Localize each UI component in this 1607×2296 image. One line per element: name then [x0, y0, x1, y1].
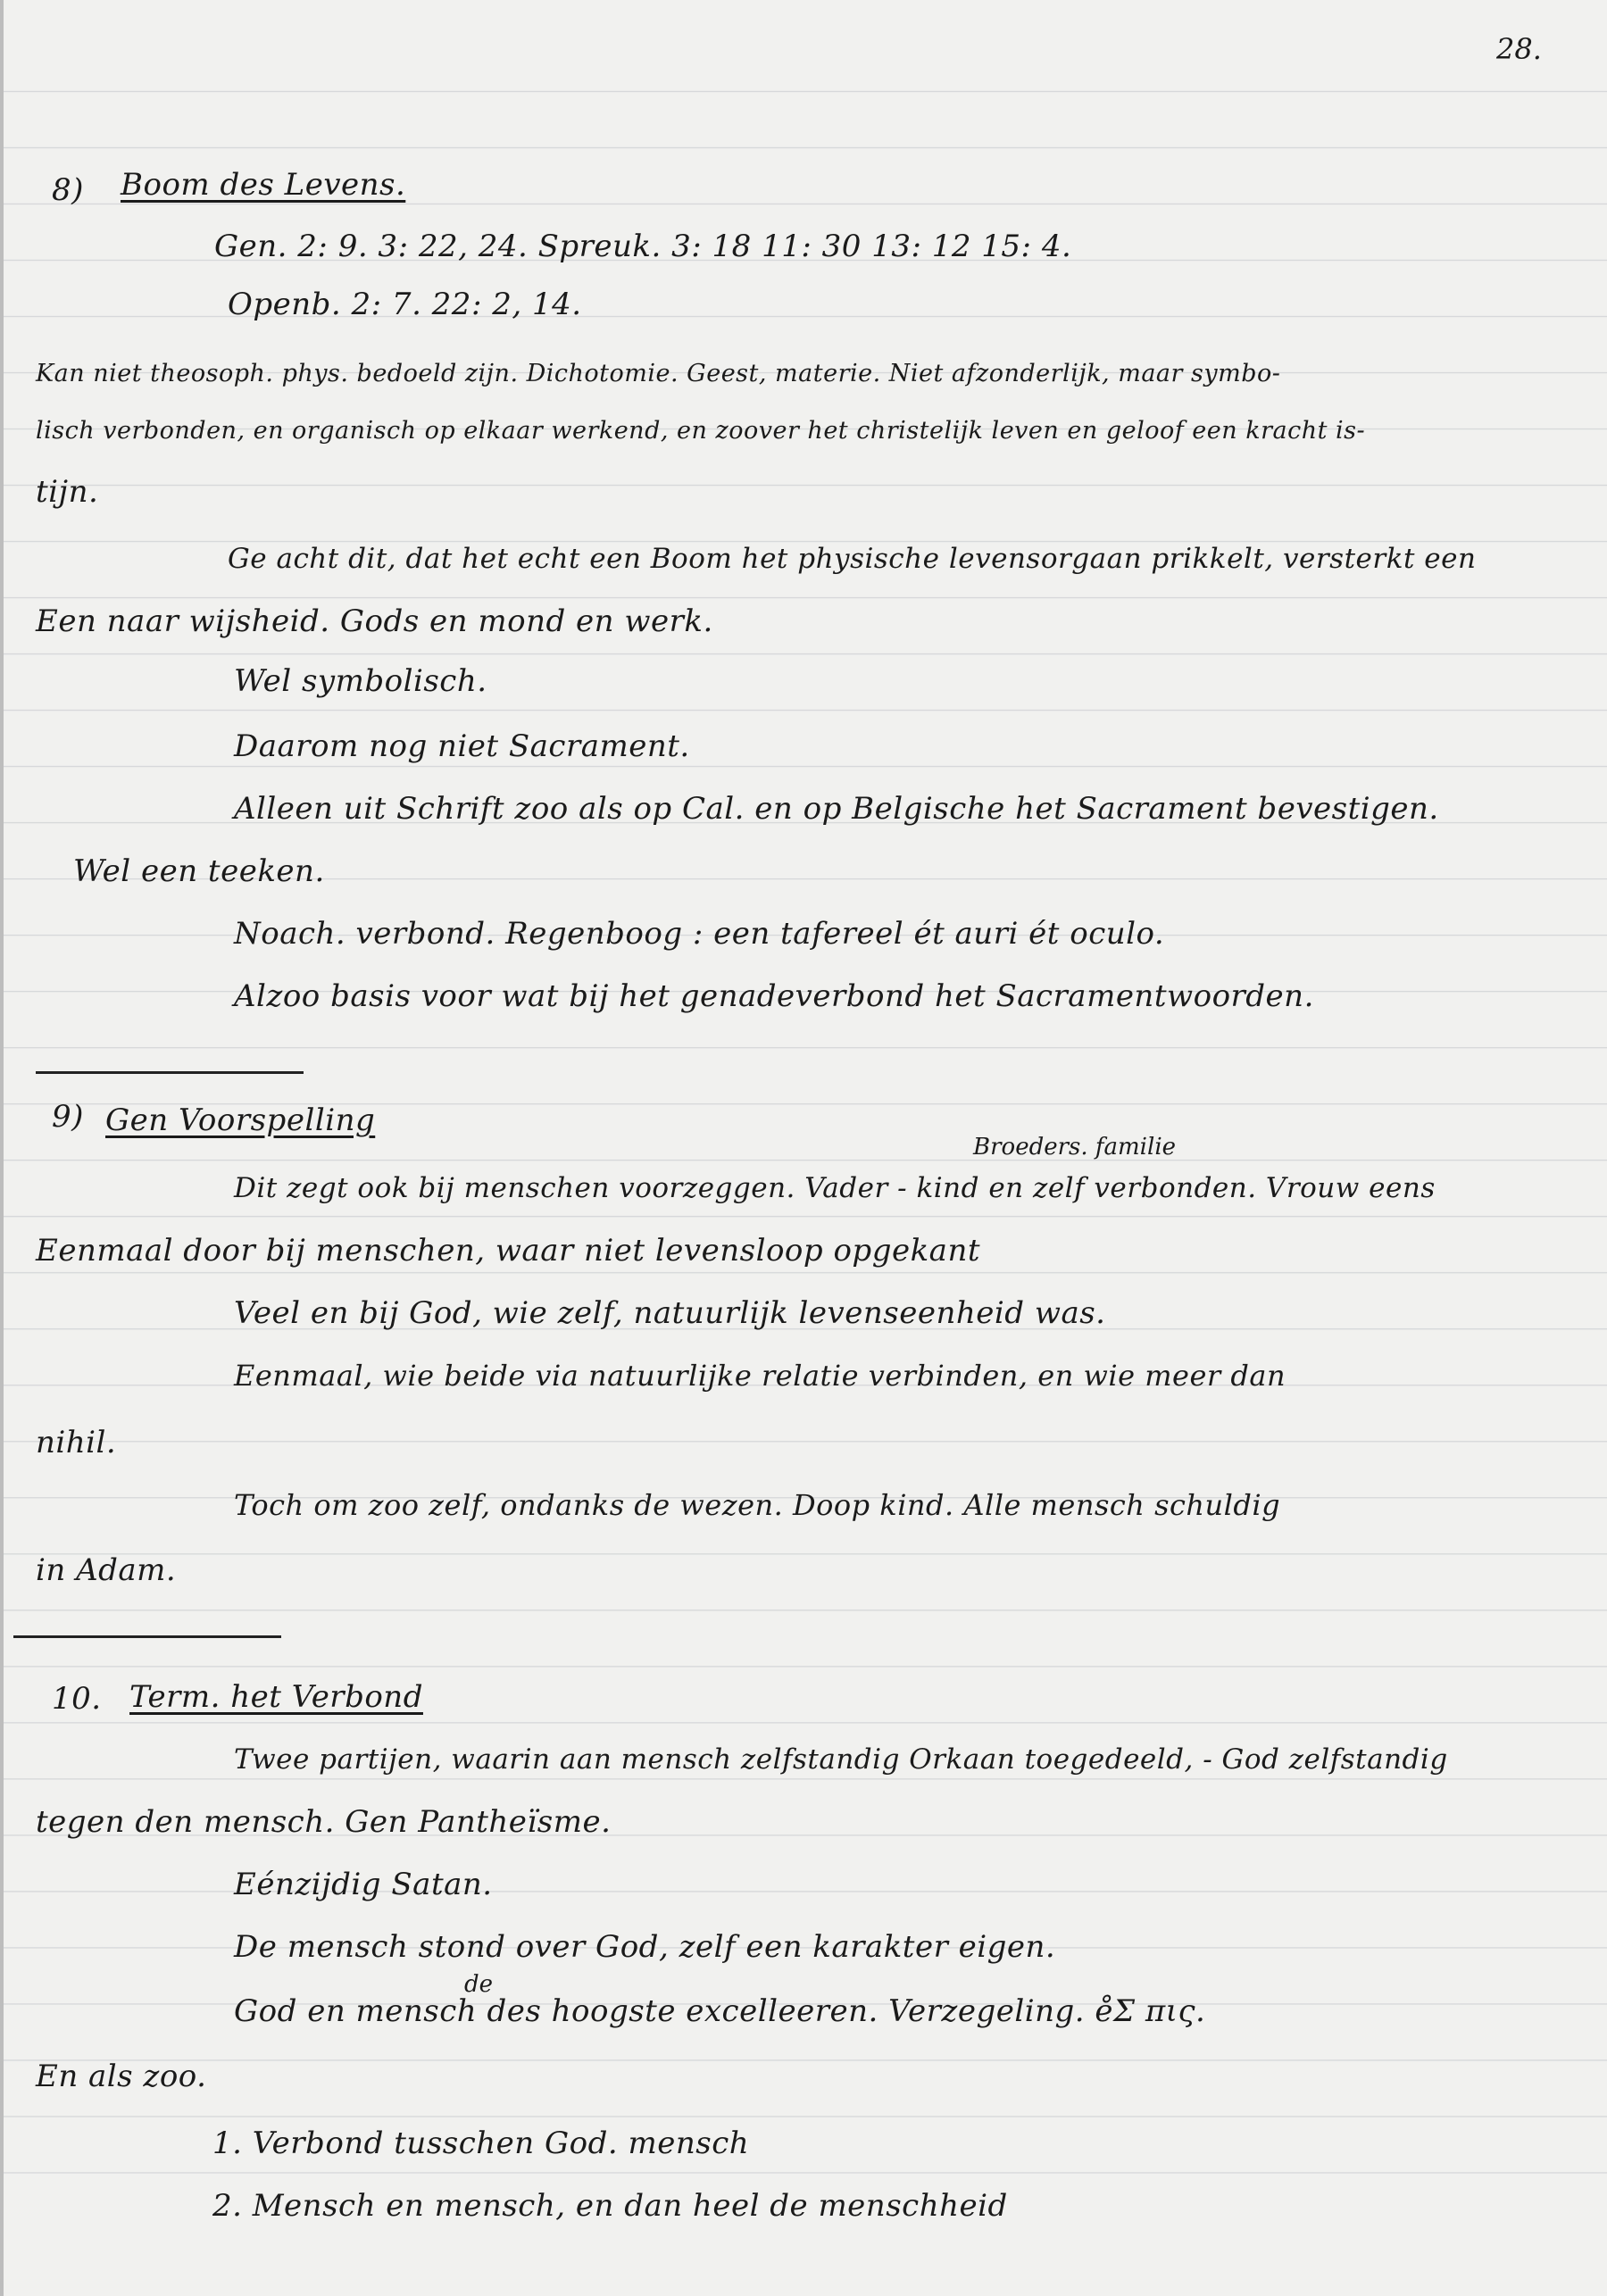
section-8-line-scripture: Alleen uit Schrift zoo als op Cal. en op Belgische het Sacrament bevestigen.: [234, 791, 1439, 827]
section-10-tail-heading: En als zoo.: [36, 2059, 207, 2094]
section-10-line-2: tegen den mensch. Gen Pantheïsme.: [36, 1804, 612, 1840]
section-8-references-2: Openb. 2: 7. 22: 2, 14.: [228, 287, 582, 322]
section-9-line-2: Eenmaal door bij menschen, waar niet levensloop opgekant: [36, 1233, 981, 1269]
section-10-heading: Term. het Verbond: [129, 1679, 423, 1715]
section-8-heading: Boom des Levens.: [121, 167, 406, 203]
section-8-references-1: Gen. 2: 9. 3: 22, 24. Spreuk. 3: 18 11: 30 13: 12 15: 4.: [214, 229, 1072, 264]
section-8-paragraph-2-line-1: Ge acht dit, dat het echt een Boom het physische levensorgaan prikkelt, versterkt een: [228, 543, 1477, 575]
section-10-item-1: 1. Verbond tusschen God. mensch: [212, 2125, 750, 2161]
section-8-paragraph-2-line-2: Een naar wijsheid. Gods en mond en werk.: [36, 603, 713, 639]
section-9-line-6: Toch om zoo zelf, ondanks de wezen. Doop kind. Alle mensch schuldig: [234, 1488, 1281, 1522]
section-10-superscript: de: [464, 1971, 494, 1998]
section-8-paragraph-1-line-3: tijn.: [36, 474, 99, 510]
section-10-line-5: God en mensch des hoogste excelleeren. Verzegeling. e̊Σ πις.: [234, 1993, 1206, 2029]
section-9-line-4: Eenmaal, wie beide via natuurlijke relatie verbinden, en wie meer dan: [234, 1359, 1286, 1393]
section-10-item-2: 2. Mensch en mensch, en dan heel de menschheid: [212, 2188, 1008, 2224]
section-8-line-symbolic: Wel symbolisch.: [234, 663, 487, 699]
section-9-line-7: in Adam.: [36, 1552, 177, 1588]
section-divider-1: [36, 1071, 304, 1074]
section-8-paragraph-1-line-1: Kan niet theosoph. phys. bedoeld zijn. Dichotomie. Geest, materie. Niet afzonderlijk, maar symbo-: [36, 360, 1281, 387]
section-10-line-4: De mensch stond over God, zelf een karakter eigen.: [234, 1929, 1056, 1965]
section-10-line-1: Twee partijen, waarin aan mensch zelfstandig Orkaan toegedeeld, - God zelfstandig: [234, 1743, 1448, 1776]
section-9-heading: Gen Voorspelling: [105, 1102, 376, 1138]
section-divider-2: [13, 1635, 281, 1638]
section-8-paragraph-1-line-2: lisch verbonden, en organisch op elkaar werkend, en zoover het christelijk leven en geloof een kracht is-: [36, 417, 1366, 445]
section-9-number: 9): [52, 1099, 84, 1135]
section-10-line-3: Eénzijdig Satan.: [234, 1867, 493, 1902]
section-9-line-3: Veel en bij God, wie zelf, natuurlijk levenseenheid was.: [234, 1295, 1106, 1331]
section-10-number: 10.: [52, 1681, 102, 1717]
section-8-number: 8): [52, 172, 84, 208]
section-8-line-sign: Wel een teeken.: [73, 853, 325, 889]
section-9-superscript: Broeders. familie: [973, 1134, 1177, 1160]
section-9-line-1: Dit zegt ook bij menschen voorzeggen. Vader - kind en zelf verbonden. Vrouw eens: [234, 1172, 1436, 1204]
page-edge: [0, 0, 4, 2296]
section-8-line-noah: Noach. verbond. Regenboog : een tafereel ét auri ét oculo.: [234, 916, 1165, 952]
page-number: 28.: [1496, 32, 1542, 66]
section-8-line-sacrament: Daarom nog niet Sacrament.: [234, 728, 690, 764]
section-8-line-basis: Alzoo basis voor wat bij het genadeverbond het Sacramentwoorden.: [234, 978, 1314, 1014]
section-9-line-5: nihil.: [36, 1425, 117, 1460]
